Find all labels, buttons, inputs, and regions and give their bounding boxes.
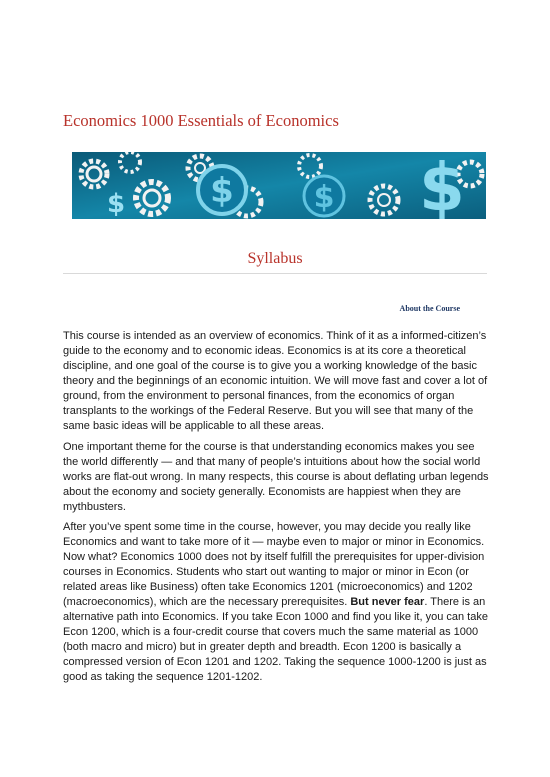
paragraph-theme: One important theme for the course is that understanding economics makes you see the world differently — and that many of people’s intuitions about how the social world works are flat-out wrong. In many respects, this course is about deflating urban legends about the economy and society generally. Economists are happiest when they are mythbusters. [63,440,489,513]
body-text [63,329,489,691]
paragraph-path-part-1: After you’ve spent some time in the course, however, you may decide you really like Economics and want to take more of it — maybe even to major or minor in Economics. Now what? Economics 1000 does not by itself fulfill the prerequisites for upper-division courses in Economics. Students who start out wanting to major or minor in Econ (or related areas like Business) often take Economics 1201 (microeconomics) and 1202 (macroeconomics), which are the necessary prerequisites. [63,521,485,608]
svg-text:$: $ [419,152,465,219]
svg-text:$: $ [106,189,126,219]
svg-text:$: $ [210,171,234,211]
banner-image [72,152,486,219]
section-label: About the Course [399,304,460,313]
paragraph-path-emphasis: But never fear [350,596,425,608]
syllabus-heading: Syllabus [247,250,303,267]
paragraph-path [63,520,489,685]
course-title: Economics 1000 Essentials of Economics [63,111,339,130]
paragraph-path-part-2: . There is an alternative path into Economics. If you take Econ 1000 and find you like it, you can take Econ 1200, which is a four-credit course that covers much the same material as 1000 (both macro and micro) but in greater depth and breadth. Econ 1200 is basically a compressed version of Econ 1201 and 1202. Taking the sequence 1000-1200 is just as good as taking the sequence 1201-1202. [63,596,488,683]
svg-text:$: $ [313,180,335,215]
paragraph-overview: This course is intended as an overview of economics. Think of it as a informed-citizen’s guide to the economy and to economic ideas. Economics is at its core a theoretical discipline, and one goal of the course is to give you a working knowledge of the basic theory and the beginnings of an economic intuition. We will move fast and cover a lot of ground, from the environment to personal finances, from the economics of organ transplants to the workings of the Federal Reserve. But you will see that many of the same basic ideas will be applicable to all these areas. [63,330,488,432]
heading-divider [63,273,487,274]
